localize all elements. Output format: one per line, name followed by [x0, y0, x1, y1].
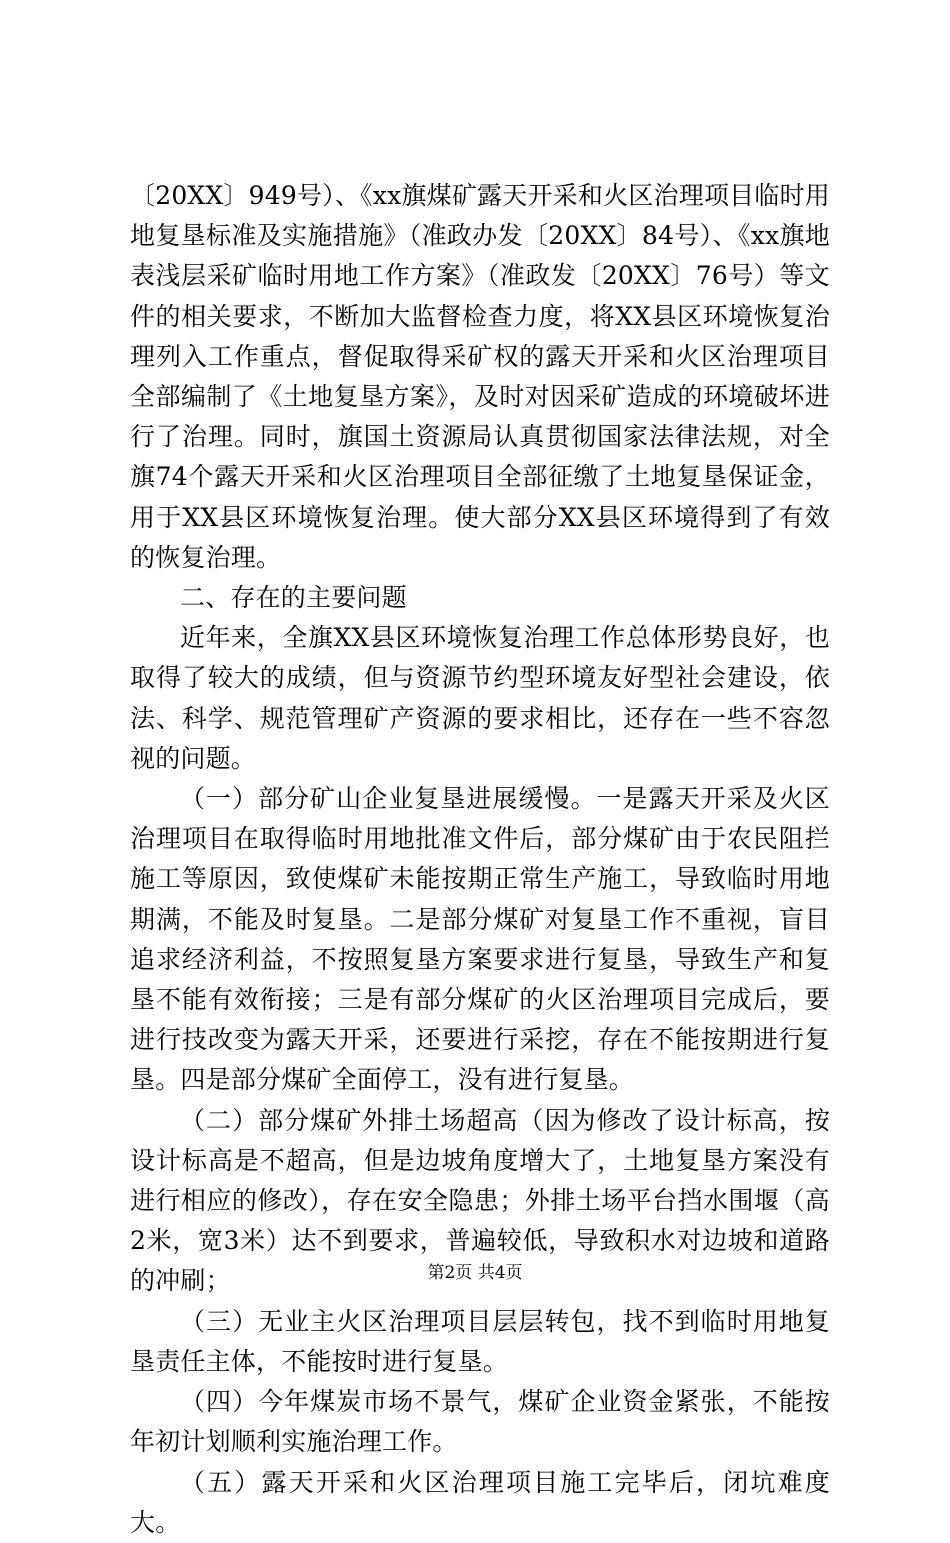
page-number-footer: 第2页 共4页	[427, 1263, 523, 1283]
document-body	[130, 176, 830, 1543]
paragraph-item-4: （四）今年煤炭市场不景气，煤矿企业资金紧张，不能按年初计划顺利实施治理工作。	[130, 1387, 830, 1457]
paragraph-item-2: （二）部分煤矿外排土场超高（因为修改了设计标高，按设计标高是不超高，但是边坡角度增大了，土地复垦方案没有进行相应的修改），存在安全隐患；外排土场平台挡水围堰（高2米，宽3米）达不到要求，普遍较低，导致积水对边坡和道路的冲刷；	[130, 1105, 830, 1296]
paragraph-item-1: （一）部分矿山企业复垦进展缓慢。一是露天开采及火区治理项目在取得临时用地批准文件后，部分煤矿由于农民阻拦施工等原因，致使煤矿未能按期正常生产施工，导致临时用地期满，不能及时复垦。二是部分煤矿对复垦工作不重视，盲目追求经济利益，不按照复垦方案要求进行复垦，导致生产和复垦不能有效衔接；三是有部分煤矿的火区治理项目完成后，要进行技改变为露天开采，还要进行采挖，存在不能按期进行复垦。四是部分煤矿全面停工，没有进行复垦。	[130, 784, 830, 1095]
section-heading-main-problems: 二、存在的主要问题	[180, 583, 407, 613]
paragraph-continuation: 〔20XX〕949号）、《xx旗煤矿露天开采和火区治理项目临时用地复垦标准及实施措施》（准政办发〔20XX〕84号）、《xx旗地表浅层采矿临时用地工作方案》（准政发〔20XX〕76号）等文件的相关要求，不断加大监督检查力度，将XX县区环境恢复治理列入工作重点，督促取得采矿权的露天开采和火区治理项目全部编制了《土地复垦方案》，及时对因采矿造成的环境破坏进行了治理。同时，旗国土资源局认真贯彻国家法律法规，对全旗74个露天开采和火区治理项目全部征缴了土地复垦保证金，用于XX县区环境恢复治理。使大部分XX县区环境得到了有效的恢复治理。	[130, 181, 830, 572]
paragraph-item-3: （三）无业主火区治理项目层层转包，找不到临时用地复垦责任主体，不能按时进行复垦。	[130, 1306, 830, 1376]
paragraph-item-5: （五）露天开采和火区治理项目施工完毕后，闭坑难度大。	[130, 1467, 830, 1537]
paragraph-overview: 近年来，全旗XX县区环境恢复治理工作总体形势良好，也取得了较大的成绩，但与资源节约型环境友好型社会建设，依法、科学、规范管理矿产资源的要求相比，还存在一些不容忽视的问题。	[130, 623, 830, 773]
